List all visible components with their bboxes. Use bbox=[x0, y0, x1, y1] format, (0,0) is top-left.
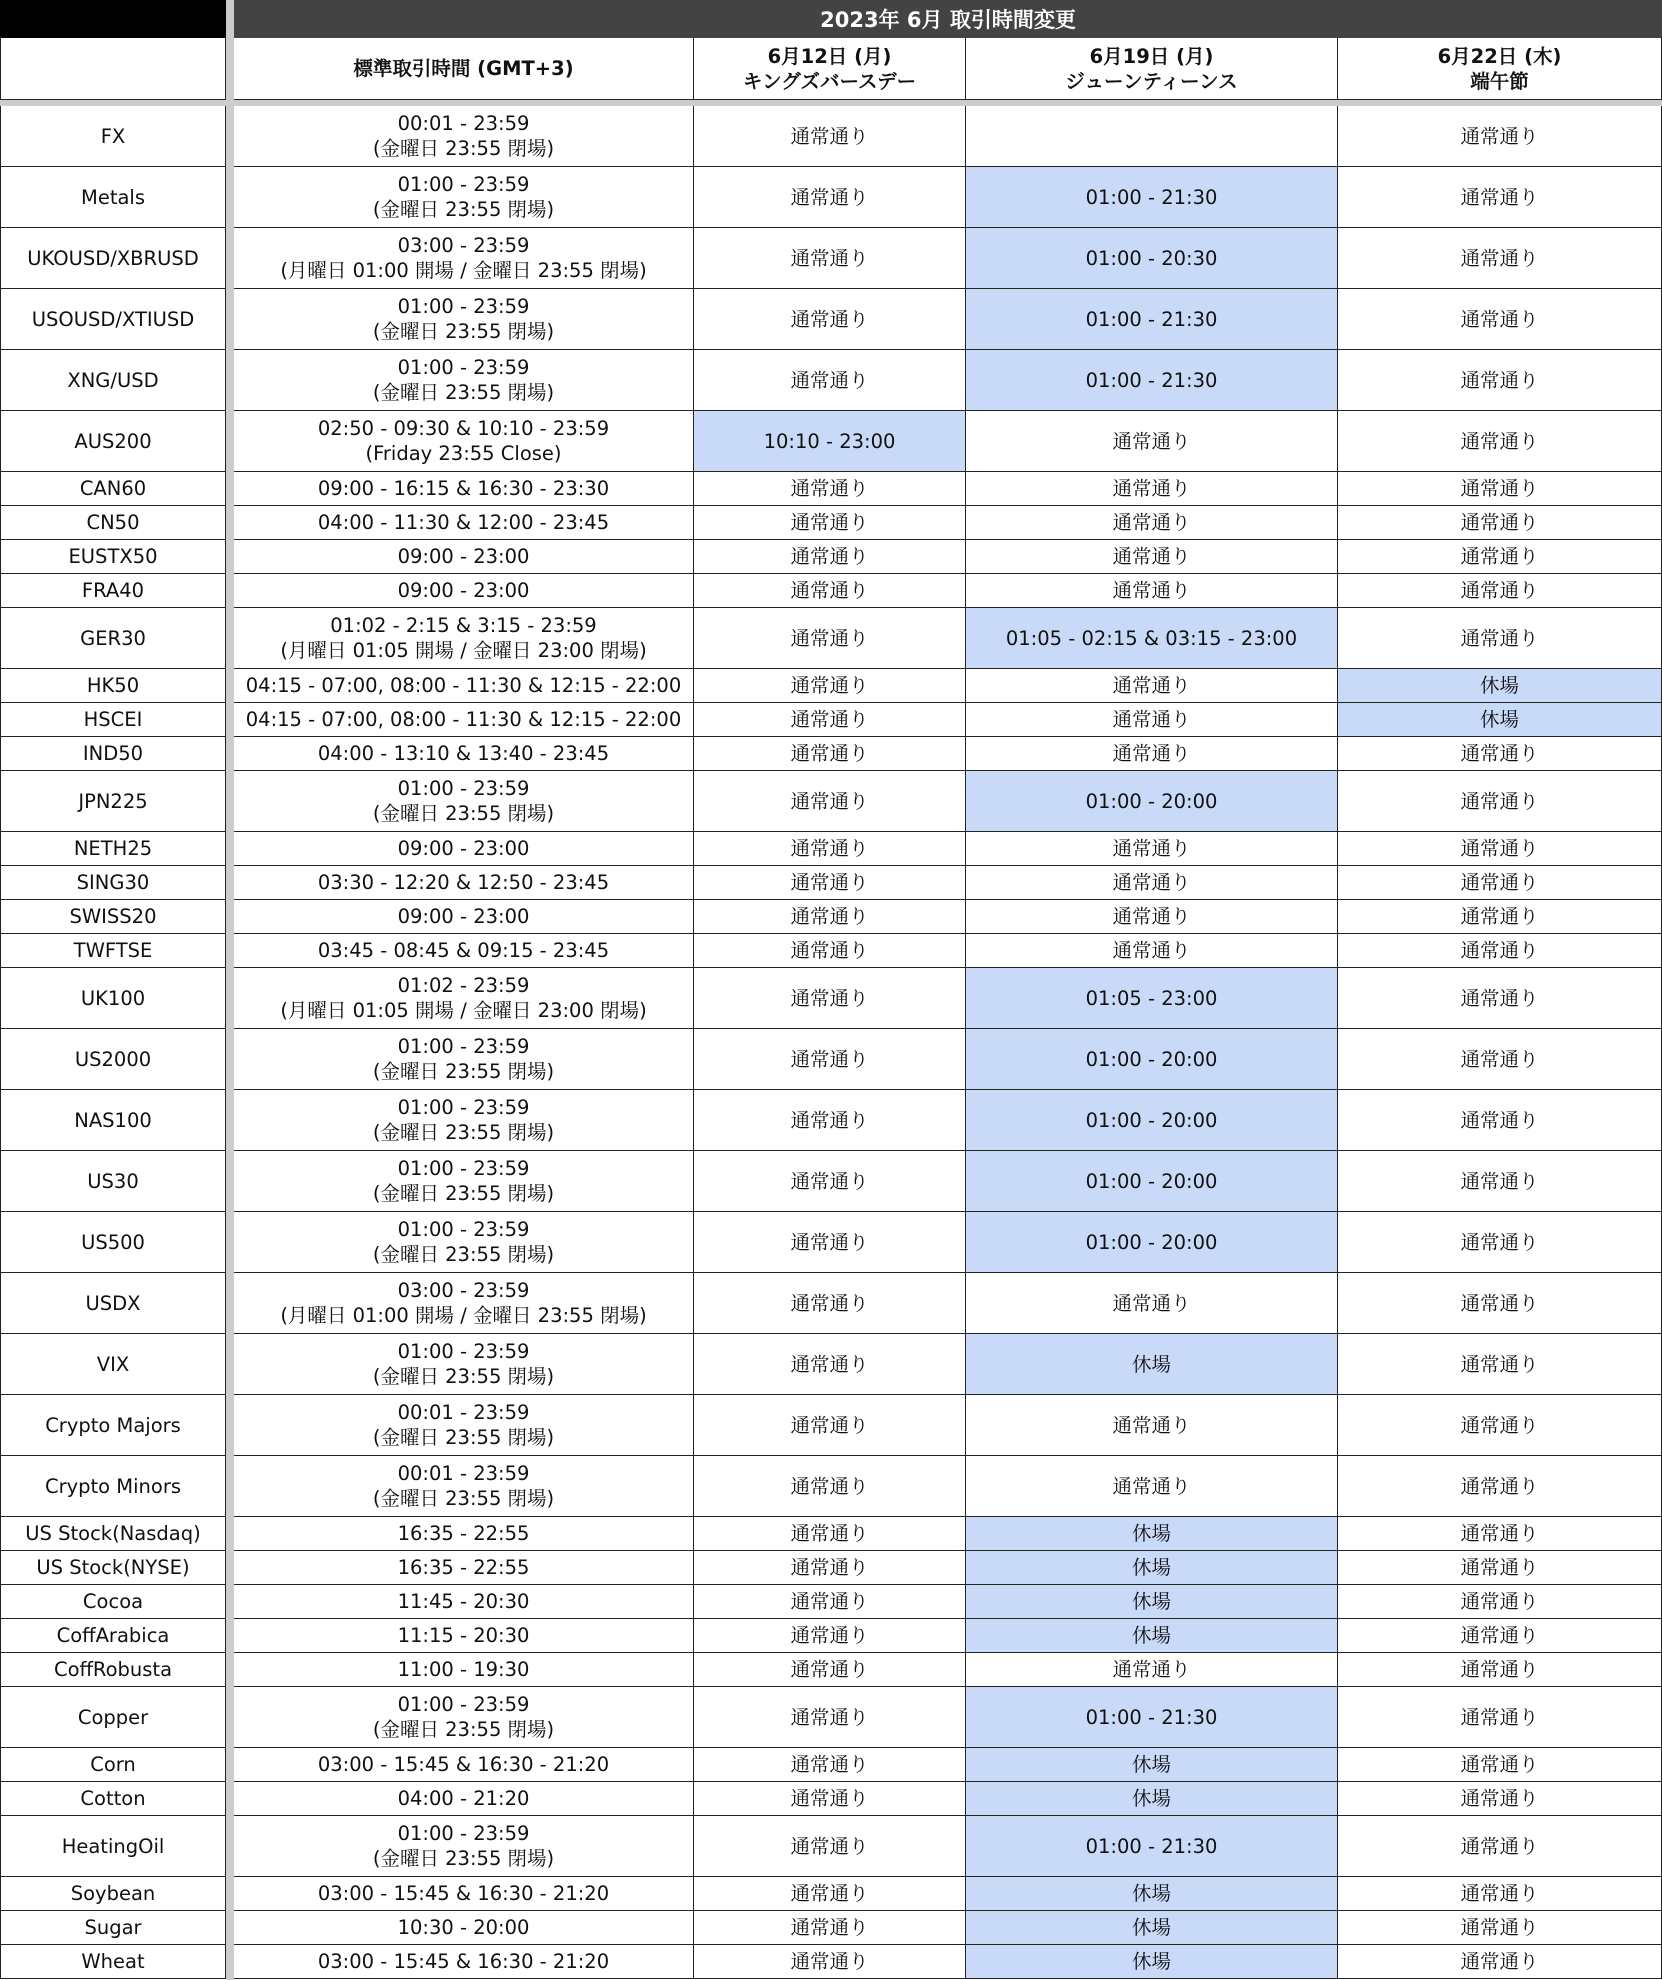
standard-hours-line: (月曜日 01:05 開場 / 金曜日 23:00 閉場) bbox=[280, 999, 647, 1022]
instrument-name: CN50 bbox=[0, 506, 226, 540]
jun19-hours: 通常通り bbox=[966, 1456, 1338, 1517]
jun19-hours: 01:00 - 21:30 bbox=[966, 1687, 1338, 1748]
jun22-hours: 通常通り bbox=[1338, 1877, 1662, 1911]
jun22-hours: 通常通り bbox=[1338, 1653, 1662, 1687]
jun12-hours: 通常通り bbox=[694, 1945, 966, 1979]
instrument-name: UK100 bbox=[0, 968, 226, 1029]
instrument-name: Copper bbox=[0, 1687, 226, 1748]
jun12-hours: 通常通り bbox=[694, 968, 966, 1029]
standard-hours bbox=[234, 1945, 694, 1979]
jun19-hours: 01:05 - 02:15 & 03:15 - 23:00 bbox=[966, 608, 1338, 669]
header-line2: ジューンティーンス bbox=[1065, 69, 1238, 93]
standard-hours bbox=[234, 228, 694, 289]
instrument-name: GER30 bbox=[0, 608, 226, 669]
jun22-hours: 通常通り bbox=[1338, 1687, 1662, 1748]
standard-hours-line: (金曜日 23:55 閉場) bbox=[372, 1182, 555, 1205]
standard-hours-line: 01:00 - 23:59 bbox=[397, 356, 530, 379]
header-line1: 6月22日 (木) bbox=[1437, 44, 1562, 68]
standard-hours-line: 01:00 - 23:59 bbox=[397, 173, 530, 196]
standard-hours-line: 00:01 - 23:59 bbox=[397, 1462, 530, 1485]
standard-hours-line: 04:00 - 21:20 bbox=[397, 1787, 530, 1810]
jun22-hours: 通常通り bbox=[1338, 1395, 1662, 1456]
standard-hours bbox=[234, 608, 694, 669]
jun12-hours: 通常通り bbox=[694, 1029, 966, 1090]
instrument-name: CAN60 bbox=[0, 472, 226, 506]
jun12-hours: 通常通り bbox=[694, 1212, 966, 1273]
jun19-hours: 01:00 - 20:00 bbox=[966, 1029, 1338, 1090]
standard-hours bbox=[234, 866, 694, 900]
standard-hours bbox=[234, 506, 694, 540]
jun19-hours: 01:05 - 23:00 bbox=[966, 968, 1338, 1029]
corner-cell bbox=[0, 0, 226, 38]
jun19-hours: 通常通り bbox=[966, 472, 1338, 506]
instrument-name: US Stock(NYSE) bbox=[0, 1551, 226, 1585]
standard-hours-line: (金曜日 23:55 閉場) bbox=[372, 1487, 555, 1510]
instrument-name: US30 bbox=[0, 1151, 226, 1212]
instrument-name: HK50 bbox=[0, 669, 226, 703]
jun12-hours: 通常通り bbox=[694, 1395, 966, 1456]
standard-hours-line: 01:00 - 23:59 bbox=[397, 1693, 530, 1716]
jun12-hours: 通常通り bbox=[694, 1653, 966, 1687]
instrument-name: UKOUSD/XBRUSD bbox=[0, 228, 226, 289]
standard-hours-line: 01:00 - 23:59 bbox=[397, 777, 530, 800]
standard-hours-line: 09:00 - 23:00 bbox=[397, 579, 530, 602]
standard-hours-line: 11:00 - 19:30 bbox=[397, 1658, 530, 1681]
jun19-hours: 01:00 - 20:30 bbox=[966, 228, 1338, 289]
standard-hours-line: 01:00 - 23:59 bbox=[397, 1096, 530, 1119]
jun12-hours: 通常通り bbox=[694, 574, 966, 608]
standard-hours bbox=[234, 1456, 694, 1517]
jun19-hours bbox=[966, 106, 1338, 167]
standard-hours bbox=[234, 1816, 694, 1877]
jun12-hours: 通常通り bbox=[694, 1517, 966, 1551]
instrument-name: NAS100 bbox=[0, 1090, 226, 1151]
jun22-hours: 通常通り bbox=[1338, 106, 1662, 167]
header-line1: 6月12日 (月) bbox=[767, 44, 892, 68]
jun22-hours: 通常通り bbox=[1338, 1090, 1662, 1151]
standard-hours-line: (金曜日 23:55 閉場) bbox=[372, 1060, 555, 1083]
standard-hours-line: (金曜日 23:55 閉場) bbox=[372, 1718, 555, 1741]
standard-hours-line: 09:00 - 23:00 bbox=[397, 905, 530, 928]
jun12-hours: 通常通り bbox=[694, 1456, 966, 1517]
standard-hours-line: 11:15 - 20:30 bbox=[397, 1624, 530, 1647]
standard-hours-line: 16:35 - 22:55 bbox=[397, 1556, 530, 1579]
standard-hours-line: 04:00 - 11:30 & 12:00 - 23:45 bbox=[317, 511, 610, 534]
instrument-name: HeatingOil bbox=[0, 1816, 226, 1877]
jun22-hours: 通常通り bbox=[1338, 540, 1662, 574]
jun19-hours: 休場 bbox=[966, 1748, 1338, 1782]
standard-hours-line: 03:00 - 15:45 & 16:30 - 21:20 bbox=[317, 1882, 610, 1905]
header-standard-hours bbox=[234, 38, 694, 100]
jun12-hours: 通常通り bbox=[694, 1090, 966, 1151]
standard-hours bbox=[234, 934, 694, 968]
standard-hours-line: 04:15 - 07:00, 08:00 - 11:30 & 12:15 - 22:00 bbox=[245, 708, 682, 731]
standard-hours bbox=[234, 832, 694, 866]
header-separator bbox=[226, 0, 234, 1980]
instrument-name: US2000 bbox=[0, 1029, 226, 1090]
instrument-name: FRA40 bbox=[0, 574, 226, 608]
jun12-hours: 通常通り bbox=[694, 900, 966, 934]
standard-hours bbox=[234, 1273, 694, 1334]
standard-hours bbox=[234, 472, 694, 506]
header-jun19 bbox=[966, 38, 1338, 100]
jun22-hours: 通常通り bbox=[1338, 1151, 1662, 1212]
jun19-hours: 01:00 - 21:30 bbox=[966, 289, 1338, 350]
jun12-hours: 通常通り bbox=[694, 1585, 966, 1619]
standard-hours-line: (月曜日 01:00 開場 / 金曜日 23:55 閉場) bbox=[280, 259, 647, 282]
instrument-name: Crypto Majors bbox=[0, 1395, 226, 1456]
standard-hours-line: (金曜日 23:55 閉場) bbox=[372, 1243, 555, 1266]
standard-hours-line: (金曜日 23:55 閉場) bbox=[372, 1426, 555, 1449]
header-jun22 bbox=[1338, 38, 1662, 100]
jun19-hours: 通常通り bbox=[966, 574, 1338, 608]
standard-hours bbox=[234, 1551, 694, 1585]
jun12-hours: 通常通り bbox=[694, 1911, 966, 1945]
jun19-hours: 休場 bbox=[966, 1782, 1338, 1816]
jun12-hours: 通常通り bbox=[694, 737, 966, 771]
standard-hours-line: 00:01 - 23:59 bbox=[397, 112, 530, 135]
jun22-hours: 通常通り bbox=[1338, 1816, 1662, 1877]
header-instrument bbox=[0, 38, 226, 100]
standard-hours-line: 01:00 - 23:59 bbox=[397, 295, 530, 318]
standard-hours-line: 01:00 - 23:59 bbox=[397, 1157, 530, 1180]
jun19-hours: 休場 bbox=[966, 1551, 1338, 1585]
standard-hours-line: 10:30 - 20:00 bbox=[397, 1916, 530, 1939]
standard-hours bbox=[234, 900, 694, 934]
jun12-hours: 通常通り bbox=[694, 1551, 966, 1585]
jun12-hours: 通常通り bbox=[694, 1877, 966, 1911]
jun22-hours: 通常通り bbox=[1338, 167, 1662, 228]
instrument-name: Cocoa bbox=[0, 1585, 226, 1619]
standard-hours-line: 16:35 - 22:55 bbox=[397, 1522, 530, 1545]
instrument-name: FX bbox=[0, 106, 226, 167]
jun19-hours: 01:00 - 20:00 bbox=[966, 1151, 1338, 1212]
standard-hours-line: 03:00 - 15:45 & 16:30 - 21:20 bbox=[317, 1753, 610, 1776]
standard-hours-line: (金曜日 23:55 閉場) bbox=[372, 1121, 555, 1144]
instrument-name: US500 bbox=[0, 1212, 226, 1273]
jun12-hours: 通常通り bbox=[694, 1748, 966, 1782]
instrument-name: EUSTX50 bbox=[0, 540, 226, 574]
instrument-name: USOUSD/XTIUSD bbox=[0, 289, 226, 350]
jun19-hours: 休場 bbox=[966, 1585, 1338, 1619]
header-line2: 端午節 bbox=[1470, 69, 1529, 93]
jun19-hours: 01:00 - 21:30 bbox=[966, 167, 1338, 228]
jun12-hours: 通常通り bbox=[694, 1687, 966, 1748]
jun22-hours: 通常通り bbox=[1338, 1911, 1662, 1945]
jun12-hours: 通常通り bbox=[694, 289, 966, 350]
jun22-hours: 通常通り bbox=[1338, 1456, 1662, 1517]
jun12-hours: 通常通り bbox=[694, 832, 966, 866]
standard-hours bbox=[234, 968, 694, 1029]
standard-hours bbox=[234, 1212, 694, 1273]
standard-hours bbox=[234, 1653, 694, 1687]
standard-hours-line: 04:00 - 13:10 & 13:40 - 23:45 bbox=[317, 742, 610, 765]
jun19-hours: 休場 bbox=[966, 1334, 1338, 1395]
instrument-name: Sugar bbox=[0, 1911, 226, 1945]
jun22-hours: 通常通り bbox=[1338, 934, 1662, 968]
instrument-name: TWFTSE bbox=[0, 934, 226, 968]
jun22-hours: 通常通り bbox=[1338, 1212, 1662, 1273]
jun19-hours: 通常通り bbox=[966, 900, 1338, 934]
standard-hours bbox=[234, 350, 694, 411]
jun19-hours: 通常通り bbox=[966, 703, 1338, 737]
standard-hours-line: 01:00 - 23:59 bbox=[397, 1218, 530, 1241]
jun22-hours: 通常通り bbox=[1338, 289, 1662, 350]
jun12-hours: 10:10 - 23:00 bbox=[694, 411, 966, 472]
instrument-name: NETH25 bbox=[0, 832, 226, 866]
instrument-name: Cotton bbox=[0, 1782, 226, 1816]
header-jun12 bbox=[694, 38, 966, 100]
jun22-hours: 通常通り bbox=[1338, 1551, 1662, 1585]
jun19-hours: 休場 bbox=[966, 1945, 1338, 1979]
jun19-hours: 01:00 - 21:30 bbox=[966, 350, 1338, 411]
standard-hours-line: 03:00 - 23:59 bbox=[397, 234, 530, 257]
instrument-name: CoffRobusta bbox=[0, 1653, 226, 1687]
standard-hours bbox=[234, 106, 694, 167]
standard-hours bbox=[234, 1687, 694, 1748]
standard-hours bbox=[234, 703, 694, 737]
jun12-hours: 通常通り bbox=[694, 866, 966, 900]
jun22-hours: 通常通り bbox=[1338, 1748, 1662, 1782]
standard-hours bbox=[234, 1334, 694, 1395]
instrument-name: USDX bbox=[0, 1273, 226, 1334]
jun22-hours: 通常通り bbox=[1338, 866, 1662, 900]
standard-hours-line: (Friday 23:55 Close) bbox=[365, 442, 562, 465]
jun22-hours: 通常通り bbox=[1338, 1517, 1662, 1551]
jun19-hours: 休場 bbox=[966, 1619, 1338, 1653]
header-line1: 6月19日 (月) bbox=[1089, 44, 1214, 68]
jun19-hours: 通常通り bbox=[966, 866, 1338, 900]
standard-hours bbox=[234, 737, 694, 771]
jun22-hours: 通常通り bbox=[1338, 771, 1662, 832]
jun19-hours: 01:00 - 20:00 bbox=[966, 1212, 1338, 1273]
jun12-hours: 通常通り bbox=[694, 506, 966, 540]
jun12-hours: 通常通り bbox=[694, 350, 966, 411]
standard-hours-line: 01:00 - 23:59 bbox=[397, 1035, 530, 1058]
standard-hours bbox=[234, 1585, 694, 1619]
jun22-hours: 通常通り bbox=[1338, 506, 1662, 540]
standard-hours-line: 11:45 - 20:30 bbox=[397, 1590, 530, 1613]
standard-hours-line: 01:02 - 23:59 bbox=[397, 974, 530, 997]
jun22-hours: 休場 bbox=[1338, 703, 1662, 737]
jun12-hours: 通常通り bbox=[694, 771, 966, 832]
jun12-hours: 通常通り bbox=[694, 167, 966, 228]
standard-hours-line: 00:01 - 23:59 bbox=[397, 1401, 530, 1424]
jun19-hours: 通常通り bbox=[966, 737, 1338, 771]
instrument-name: SING30 bbox=[0, 866, 226, 900]
standard-hours-line: 09:00 - 23:00 bbox=[397, 837, 530, 860]
jun22-hours: 通常通り bbox=[1338, 350, 1662, 411]
standard-hours bbox=[234, 1090, 694, 1151]
jun22-hours: 通常通り bbox=[1338, 900, 1662, 934]
standard-hours-line: (月曜日 01:00 開場 / 金曜日 23:55 閉場) bbox=[280, 1304, 647, 1327]
jun19-hours: 01:00 - 21:30 bbox=[966, 1816, 1338, 1877]
instrument-name: CoffArabica bbox=[0, 1619, 226, 1653]
instrument-name: IND50 bbox=[0, 737, 226, 771]
standard-hours-line: 09:00 - 16:15 & 16:30 - 23:30 bbox=[317, 477, 610, 500]
instrument-name: Wheat bbox=[0, 1945, 226, 1979]
standard-hours-line: (金曜日 23:55 閉場) bbox=[372, 198, 555, 221]
jun19-hours: 通常通り bbox=[966, 1273, 1338, 1334]
jun12-hours: 通常通り bbox=[694, 934, 966, 968]
standard-hours-line: (金曜日 23:55 閉場) bbox=[372, 1847, 555, 1870]
jun19-hours: 通常通り bbox=[966, 669, 1338, 703]
standard-hours-line: 09:00 - 23:00 bbox=[397, 545, 530, 568]
standard-hours-line: (月曜日 01:05 開場 / 金曜日 23:00 閉場) bbox=[280, 639, 647, 662]
jun19-hours: 通常通り bbox=[966, 832, 1338, 866]
standard-hours bbox=[234, 669, 694, 703]
jun22-hours: 通常通り bbox=[1338, 411, 1662, 472]
standard-hours bbox=[234, 771, 694, 832]
jun22-hours: 通常通り bbox=[1338, 737, 1662, 771]
jun12-hours: 通常通り bbox=[694, 1334, 966, 1395]
jun19-hours: 通常通り bbox=[966, 506, 1338, 540]
jun12-hours: 通常通り bbox=[694, 472, 966, 506]
standard-hours-line: 02:50 - 09:30 & 10:10 - 23:59 bbox=[317, 417, 610, 440]
instrument-name: Soybean bbox=[0, 1877, 226, 1911]
standard-hours-line: 03:00 - 15:45 & 16:30 - 21:20 bbox=[317, 1950, 610, 1973]
jun12-hours: 通常通り bbox=[694, 703, 966, 737]
jun19-hours: 休場 bbox=[966, 1877, 1338, 1911]
jun22-hours: 通常通り bbox=[1338, 608, 1662, 669]
standard-hours bbox=[234, 167, 694, 228]
standard-hours bbox=[234, 1877, 694, 1911]
jun19-hours: 通常通り bbox=[966, 540, 1338, 574]
instrument-name: Crypto Minors bbox=[0, 1456, 226, 1517]
jun22-hours: 通常通り bbox=[1338, 472, 1662, 506]
standard-hours-line: 03:00 - 23:59 bbox=[397, 1279, 530, 1302]
jun12-hours: 通常通り bbox=[694, 608, 966, 669]
jun22-hours: 通常通り bbox=[1338, 1782, 1662, 1816]
standard-hours bbox=[234, 1782, 694, 1816]
jun12-hours: 通常通り bbox=[694, 1151, 966, 1212]
standard-hours bbox=[234, 1151, 694, 1212]
instrument-name: JPN225 bbox=[0, 771, 226, 832]
jun19-hours: 通常通り bbox=[966, 411, 1338, 472]
instrument-name: HSCEI bbox=[0, 703, 226, 737]
jun22-hours: 通常通り bbox=[1338, 832, 1662, 866]
jun19-hours: 01:00 - 20:00 bbox=[966, 1090, 1338, 1151]
jun12-hours: 通常通り bbox=[694, 1816, 966, 1877]
standard-hours-line: (金曜日 23:55 閉場) bbox=[372, 137, 555, 160]
jun22-hours: 通常通り bbox=[1338, 1273, 1662, 1334]
jun22-hours: 通常通り bbox=[1338, 1619, 1662, 1653]
jun19-hours: 01:00 - 20:00 bbox=[966, 771, 1338, 832]
instrument-name: Metals bbox=[0, 167, 226, 228]
standard-hours-line: 03:30 - 12:20 & 12:50 - 23:45 bbox=[317, 871, 610, 894]
standard-hours bbox=[234, 1911, 694, 1945]
standard-hours-line: (金曜日 23:55 閉場) bbox=[372, 320, 555, 343]
standard-hours-line: 01:00 - 23:59 bbox=[397, 1340, 530, 1363]
jun22-hours: 通常通り bbox=[1338, 1585, 1662, 1619]
instrument-name: AUS200 bbox=[0, 411, 226, 472]
standard-hours bbox=[234, 540, 694, 574]
jun22-hours: 通常通り bbox=[1338, 574, 1662, 608]
standard-hours bbox=[234, 574, 694, 608]
instrument-name: XNG/USD bbox=[0, 350, 226, 411]
instrument-name: VIX bbox=[0, 1334, 226, 1395]
standard-hours-line: (金曜日 23:55 閉場) bbox=[372, 381, 555, 404]
jun12-hours: 通常通り bbox=[694, 1273, 966, 1334]
standard-hours-line: 04:15 - 07:00, 08:00 - 11:30 & 12:15 - 22:00 bbox=[245, 674, 682, 697]
jun19-hours: 休場 bbox=[966, 1911, 1338, 1945]
standard-hours bbox=[234, 411, 694, 472]
jun19-hours: 休場 bbox=[966, 1517, 1338, 1551]
standard-hours bbox=[234, 1029, 694, 1090]
standard-hours bbox=[234, 289, 694, 350]
standard-hours bbox=[234, 1748, 694, 1782]
standard-hours-line: 01:02 - 2:15 & 3:15 - 23:59 bbox=[330, 614, 597, 637]
jun12-hours: 通常通り bbox=[694, 669, 966, 703]
header-line2: キングズバースデー bbox=[742, 69, 917, 93]
standard-hours-line: (金曜日 23:55 閉場) bbox=[372, 802, 555, 825]
jun12-hours: 通常通り bbox=[694, 1782, 966, 1816]
instrument-name: US Stock(Nasdaq) bbox=[0, 1517, 226, 1551]
jun12-hours: 通常通り bbox=[694, 1619, 966, 1653]
jun22-hours: 通常通り bbox=[1338, 968, 1662, 1029]
header-line1: 標準取引時間 (GMT+3) bbox=[353, 57, 574, 80]
jun19-hours: 通常通り bbox=[966, 1653, 1338, 1687]
jun22-hours: 通常通り bbox=[1338, 1029, 1662, 1090]
jun19-hours: 通常通り bbox=[966, 934, 1338, 968]
standard-hours-line: (金曜日 23:55 閉場) bbox=[372, 1365, 555, 1388]
instrument-name: SWISS20 bbox=[0, 900, 226, 934]
instrument-name: Corn bbox=[0, 1748, 226, 1782]
jun22-hours: 通常通り bbox=[1338, 1945, 1662, 1979]
jun22-hours: 休場 bbox=[1338, 669, 1662, 703]
jun22-hours: 通常通り bbox=[1338, 1334, 1662, 1395]
standard-hours-line: 01:00 - 23:59 bbox=[397, 1822, 530, 1845]
standard-hours-line: 03:45 - 08:45 & 09:15 - 23:45 bbox=[317, 939, 610, 962]
jun12-hours: 通常通り bbox=[694, 540, 966, 574]
standard-hours bbox=[234, 1619, 694, 1653]
table-title: 2023年 6月 取引時間変更 bbox=[234, 0, 1662, 38]
standard-hours bbox=[234, 1517, 694, 1551]
jun19-hours: 通常通り bbox=[966, 1395, 1338, 1456]
jun22-hours: 通常通り bbox=[1338, 228, 1662, 289]
jun12-hours: 通常通り bbox=[694, 106, 966, 167]
standard-hours bbox=[234, 1395, 694, 1456]
jun12-hours: 通常通り bbox=[694, 228, 966, 289]
